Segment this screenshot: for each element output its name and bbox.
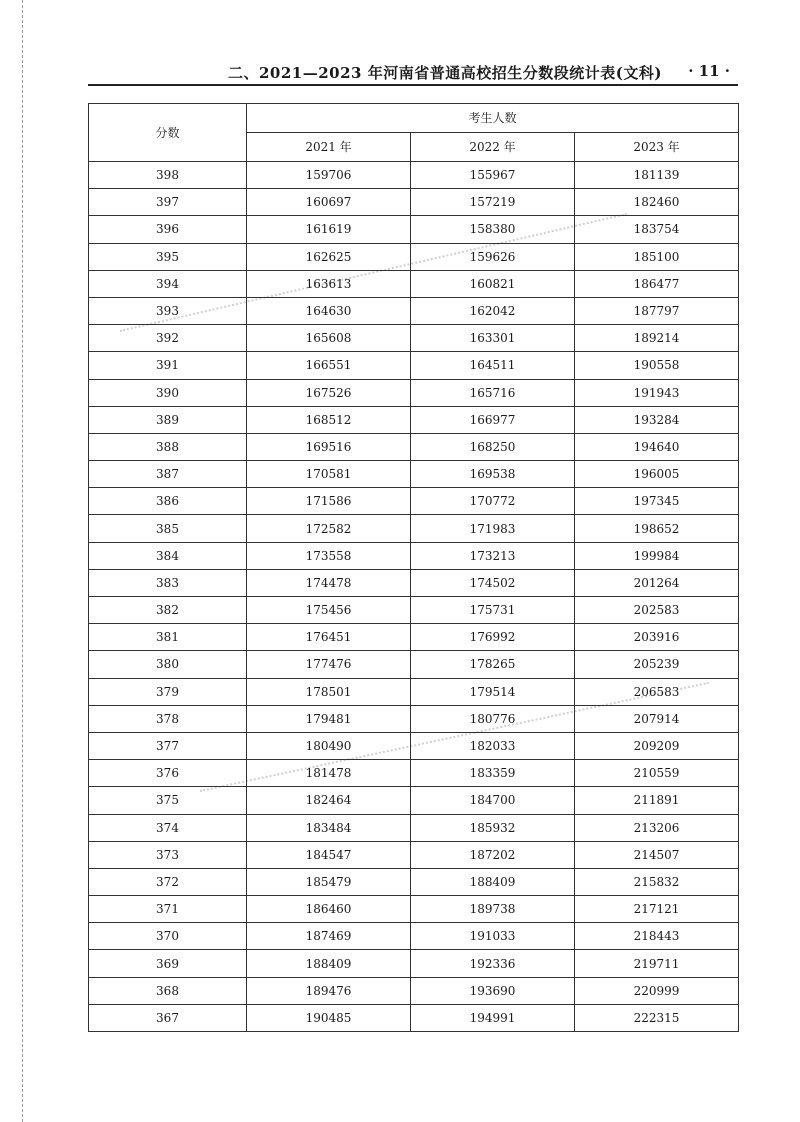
count-2021-cell: 176451	[247, 624, 411, 651]
table-row	[89, 787, 739, 814]
score-cell: 388	[89, 433, 247, 460]
count-2023-cell: 190558	[575, 352, 739, 379]
count-2022-cell: 180776	[411, 705, 575, 732]
count-2023-cell: 182460	[575, 189, 739, 216]
year-2022-header: 2022 年	[411, 133, 575, 162]
table-row	[89, 1004, 739, 1031]
count-2023-cell: 217121	[575, 896, 739, 923]
score-cell: 369	[89, 950, 247, 977]
count-2021-cell: 173558	[247, 542, 411, 569]
count-2022-cell: 170772	[411, 488, 575, 515]
table-row	[89, 814, 739, 841]
count-2021-cell: 185479	[247, 868, 411, 895]
count-2021-cell: 174478	[247, 569, 411, 596]
score-cell: 396	[89, 216, 247, 243]
score-cell: 373	[89, 841, 247, 868]
table-row	[89, 243, 739, 270]
score-cell: 379	[89, 678, 247, 705]
count-2021-cell: 177476	[247, 651, 411, 678]
score-cell: 376	[89, 760, 247, 787]
table-row	[89, 841, 739, 868]
score-distribution-table	[88, 103, 739, 1032]
count-2023-cell: 185100	[575, 243, 739, 270]
table-row	[89, 270, 739, 297]
score-cell: 383	[89, 569, 247, 596]
count-2022-cell: 188409	[411, 868, 575, 895]
count-2023-cell: 198652	[575, 515, 739, 542]
table-row	[89, 488, 739, 515]
count-2021-cell: 186460	[247, 896, 411, 923]
score-cell: 384	[89, 542, 247, 569]
table-row	[89, 651, 739, 678]
count-2022-cell: 191033	[411, 923, 575, 950]
count-2021-cell: 163613	[247, 270, 411, 297]
table-row	[89, 569, 739, 596]
score-cell: 382	[89, 597, 247, 624]
count-2022-cell: 175731	[411, 597, 575, 624]
table-row	[89, 379, 739, 406]
count-2022-cell: 157219	[411, 189, 575, 216]
count-2023-cell: 205239	[575, 651, 739, 678]
score-cell: 381	[89, 624, 247, 651]
table-row	[89, 868, 739, 895]
page-header	[88, 60, 738, 82]
count-2023-cell: 193284	[575, 406, 739, 433]
count-2023-cell: 191943	[575, 379, 739, 406]
header-rule	[88, 84, 738, 86]
count-2022-cell: 192336	[411, 950, 575, 977]
count-2023-cell: 215832	[575, 868, 739, 895]
table-row	[89, 542, 739, 569]
score-cell: 392	[89, 325, 247, 352]
count-2021-cell: 166551	[247, 352, 411, 379]
table-row	[89, 923, 739, 950]
count-2022-cell: 168250	[411, 433, 575, 460]
count-2023-cell: 219711	[575, 950, 739, 977]
count-2021-cell: 169516	[247, 433, 411, 460]
count-2022-cell: 163301	[411, 325, 575, 352]
count-2022-cell: 185932	[411, 814, 575, 841]
count-2021-cell: 183484	[247, 814, 411, 841]
count-2023-cell: 196005	[575, 461, 739, 488]
count-2021-cell: 184547	[247, 841, 411, 868]
count-2021-cell: 168512	[247, 406, 411, 433]
count-2021-cell: 187469	[247, 923, 411, 950]
count-2023-cell: 222315	[575, 1004, 739, 1031]
count-2022-cell: 183359	[411, 760, 575, 787]
score-cell: 394	[89, 270, 247, 297]
score-cell: 398	[89, 162, 247, 189]
count-2021-cell: 162625	[247, 243, 411, 270]
score-cell: 378	[89, 705, 247, 732]
page-number: · 11 ·	[688, 62, 730, 80]
count-2023-cell: 187797	[575, 297, 739, 324]
table-row	[89, 977, 739, 1004]
count-2022-cell: 187202	[411, 841, 575, 868]
count-2023-cell: 214507	[575, 841, 739, 868]
score-cell: 397	[89, 189, 247, 216]
count-2021-cell: 165608	[247, 325, 411, 352]
score-cell: 375	[89, 787, 247, 814]
count-2021-cell: 179481	[247, 705, 411, 732]
table-row	[89, 162, 739, 189]
count-2023-cell: 186477	[575, 270, 739, 297]
table-body	[89, 162, 739, 1032]
count-2023-cell: 194640	[575, 433, 739, 460]
count-2022-cell: 162042	[411, 297, 575, 324]
score-cell: 377	[89, 732, 247, 759]
count-2022-cell: 173213	[411, 542, 575, 569]
count-2022-cell: 184700	[411, 787, 575, 814]
candidate-count-group-header: 考生人数	[247, 104, 739, 133]
score-cell: 367	[89, 1004, 247, 1031]
count-2022-cell: 171983	[411, 515, 575, 542]
count-2022-cell: 158380	[411, 216, 575, 243]
table-row	[89, 732, 739, 759]
count-2022-cell: 179514	[411, 678, 575, 705]
count-2021-cell: 161619	[247, 216, 411, 243]
count-2022-cell: 178265	[411, 651, 575, 678]
count-2023-cell: 202583	[575, 597, 739, 624]
count-2022-cell: 194991	[411, 1004, 575, 1031]
score-cell: 385	[89, 515, 247, 542]
year-2021-header: 2021 年	[247, 133, 411, 162]
count-2021-cell: 172582	[247, 515, 411, 542]
table-row	[89, 352, 739, 379]
table-row	[89, 597, 739, 624]
count-2021-cell: 170581	[247, 461, 411, 488]
count-2023-cell: 199984	[575, 542, 739, 569]
score-cell: 368	[89, 977, 247, 1004]
table-header-row	[89, 104, 739, 133]
count-2022-cell: 189738	[411, 896, 575, 923]
score-cell: 387	[89, 461, 247, 488]
count-2022-cell: 164511	[411, 352, 575, 379]
count-2022-cell: 176992	[411, 624, 575, 651]
count-2021-cell: 171586	[247, 488, 411, 515]
count-2023-cell: 209209	[575, 732, 739, 759]
count-2022-cell: 159626	[411, 243, 575, 270]
table-row	[89, 515, 739, 542]
count-2021-cell: 159706	[247, 162, 411, 189]
count-2023-cell: 220999	[575, 977, 739, 1004]
count-2023-cell: 206583	[575, 678, 739, 705]
score-cell: 371	[89, 896, 247, 923]
count-2022-cell: 155967	[411, 162, 575, 189]
count-2022-cell: 166977	[411, 406, 575, 433]
table-row	[89, 950, 739, 977]
table-row	[89, 433, 739, 460]
score-cell: 391	[89, 352, 247, 379]
count-2023-cell: 201264	[575, 569, 739, 596]
count-2021-cell: 160697	[247, 189, 411, 216]
score-cell: 390	[89, 379, 247, 406]
count-2022-cell: 182033	[411, 732, 575, 759]
table-row	[89, 216, 739, 243]
count-2023-cell: 218443	[575, 923, 739, 950]
count-2021-cell: 182464	[247, 787, 411, 814]
table-row	[89, 678, 739, 705]
count-2021-cell: 164630	[247, 297, 411, 324]
count-2023-cell: 197345	[575, 488, 739, 515]
count-2023-cell: 183754	[575, 216, 739, 243]
count-2022-cell: 165716	[411, 379, 575, 406]
score-cell: 370	[89, 923, 247, 950]
count-2022-cell: 193690	[411, 977, 575, 1004]
table-row	[89, 896, 739, 923]
count-2022-cell: 169538	[411, 461, 575, 488]
score-cell: 395	[89, 243, 247, 270]
table-row	[89, 189, 739, 216]
count-2023-cell: 181139	[575, 162, 739, 189]
table-row	[89, 297, 739, 324]
score-cell: 393	[89, 297, 247, 324]
count-2021-cell: 181478	[247, 760, 411, 787]
count-2021-cell: 178501	[247, 678, 411, 705]
table-row	[89, 760, 739, 787]
score-cell: 386	[89, 488, 247, 515]
score-cell: 389	[89, 406, 247, 433]
score-column-header: 分数	[89, 104, 247, 162]
table-row	[89, 624, 739, 651]
score-cell: 380	[89, 651, 247, 678]
count-2022-cell: 174502	[411, 569, 575, 596]
count-2023-cell: 213206	[575, 814, 739, 841]
count-2023-cell: 189214	[575, 325, 739, 352]
count-2023-cell: 207914	[575, 705, 739, 732]
table-row	[89, 406, 739, 433]
count-2023-cell: 203916	[575, 624, 739, 651]
table-row	[89, 705, 739, 732]
table-row	[89, 325, 739, 352]
count-2022-cell: 160821	[411, 270, 575, 297]
score-cell: 374	[89, 814, 247, 841]
count-2021-cell: 189476	[247, 977, 411, 1004]
year-2023-header: 2023 年	[575, 133, 739, 162]
table-row	[89, 461, 739, 488]
page-title: 二、2021—2023 年河南省普通高校招生分数段统计表(文科)	[228, 64, 662, 82]
count-2021-cell: 190485	[247, 1004, 411, 1031]
count-2021-cell: 175456	[247, 597, 411, 624]
binding-margin-line	[22, 0, 23, 1122]
count-2023-cell: 210559	[575, 760, 739, 787]
score-cell: 372	[89, 868, 247, 895]
count-2021-cell: 180490	[247, 732, 411, 759]
count-2021-cell: 167526	[247, 379, 411, 406]
count-2021-cell: 188409	[247, 950, 411, 977]
count-2023-cell: 211891	[575, 787, 739, 814]
